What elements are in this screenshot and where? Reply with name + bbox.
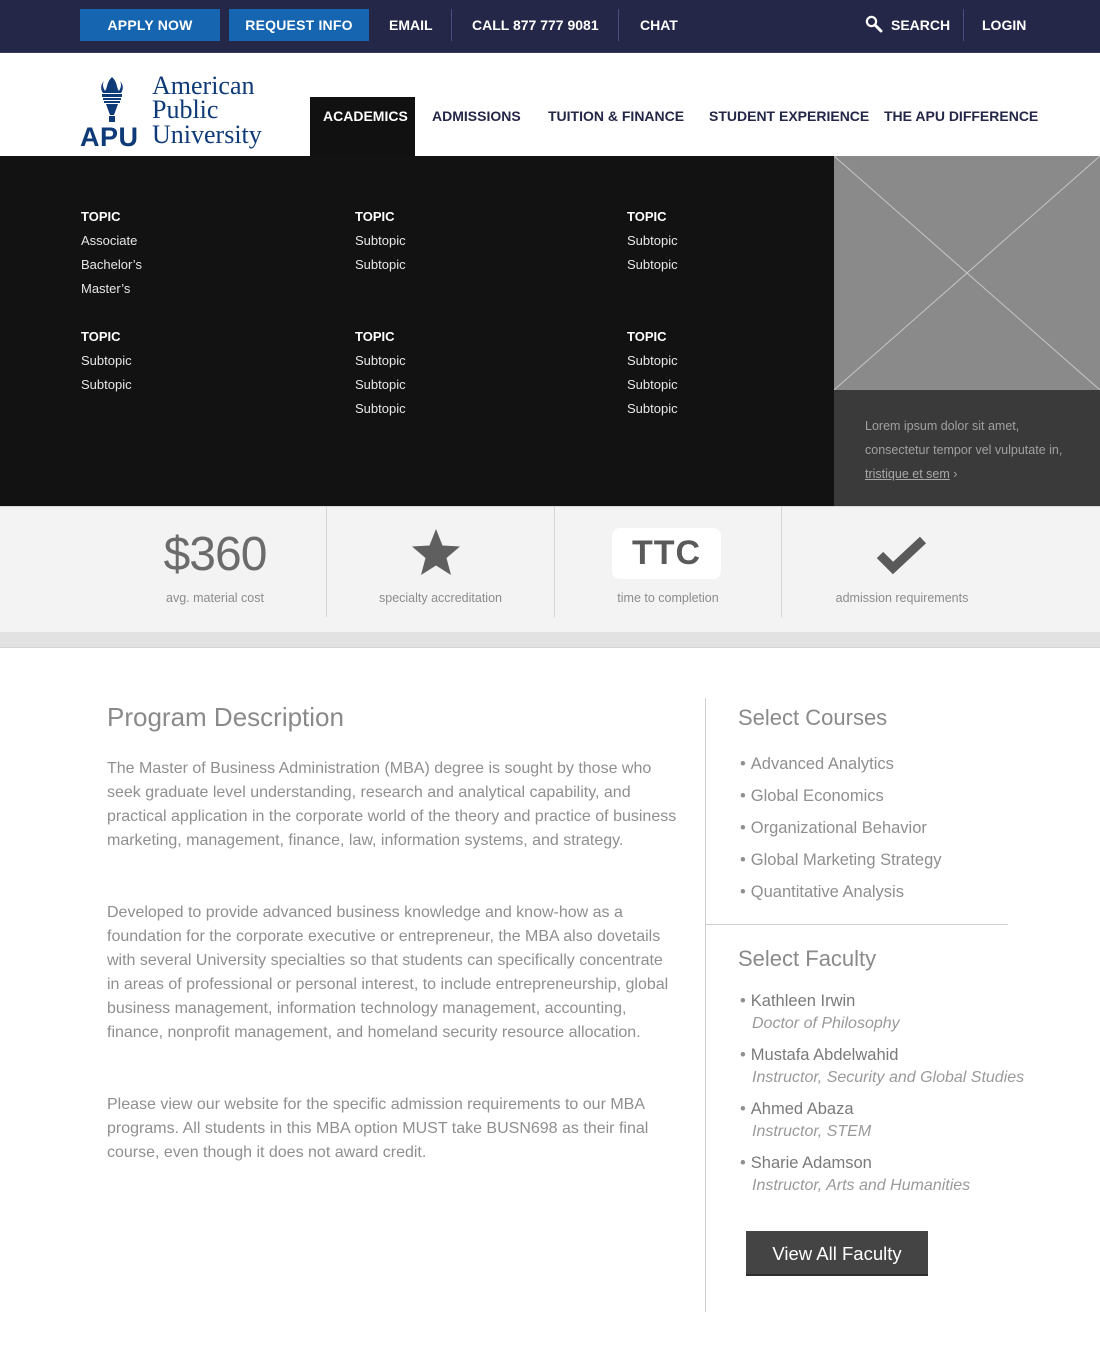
menu-subtopic[interactable]: Subtopic [81,377,132,392]
course-item[interactable]: • Quantitative Analysis [740,883,904,901]
promo-text [834,390,1100,506]
site-header [0,53,1100,156]
faculty-name-label: Mustafa Abdelwahid [750,1046,899,1064]
faculty-name-label: Sharie Adamson [750,1154,872,1172]
program-stats [0,506,1100,632]
menu-group [627,325,678,421]
divider [963,9,964,41]
section-divider [706,924,1008,925]
menu-topic[interactable]: TOPIC [627,329,667,344]
nav-tuition-finance[interactable]: TUITION & FINANCE [548,108,685,124]
faculty-role: Doctor of Philosophy [752,1015,900,1032]
promo-body: Lorem ipsum dolor sit amet, consectetur tempor vel vulputate in, [865,419,1063,457]
apply-now-button[interactable]: APPLY NOW [80,9,220,41]
menu-subtopic[interactable]: Bachelor’s [81,257,142,272]
login-link[interactable]: LOGIN [982,17,1027,33]
image-placeholder-icon [834,156,1100,390]
faculty-name[interactable]: • Kathleen Irwin [740,992,856,1010]
program-paragraph: Please view our website for the specific admission requirements to our MBA programs. All students in this MBA option MUST take BUSN698 as their final course, even though it does not award credit. [107,1096,649,1161]
ttc-badge: TTC [612,528,721,579]
faculty-role: Instructor, STEM [752,1123,872,1140]
menu-topic[interactable]: TOPIC [355,329,395,344]
menu-subtopic[interactable]: Subtopic [355,233,406,248]
faculty-name[interactable]: • Ahmed Abaza [740,1100,854,1118]
search-icon [865,15,883,33]
logo-line-3: University [152,120,262,149]
select-courses-title: Select Courses [738,705,888,730]
course-item[interactable]: • Advanced Analytics [740,755,894,773]
faculty-role: Instructor, Arts and Humanities [752,1177,971,1194]
menu-group [81,325,132,397]
menu-subtopic[interactable]: Subtopic [81,353,132,368]
menu-group [355,205,406,277]
torch-icon [96,75,128,123]
promo-link[interactable]: tristique et sem [865,467,950,481]
menu-subtopic[interactable]: Subtopic [627,257,678,272]
logo-abbr: APU [80,122,139,152]
menu-subtopic[interactable]: Associate [81,233,138,248]
faculty-name-label: Kathleen Irwin [750,992,856,1010]
email-link[interactable]: EMAIL [389,17,433,33]
call-link[interactable]: CALL 877 777 9081 [472,17,599,33]
stat-accreditation[interactable] [327,507,554,617]
course-item[interactable]: • Global Economics [740,787,884,805]
menu-subtopic[interactable]: Subtopic [627,353,678,368]
material-cost-label: avg. material cost [166,591,264,605]
menu-subtopic[interactable]: Subtopic [355,257,406,272]
view-all-faculty-button[interactable]: View All Faculty [746,1231,928,1276]
accreditation-label: specialty accreditation [379,591,502,605]
nav-academics[interactable]: ACADEMICS [310,97,415,156]
menu-group [627,205,678,277]
promo-arrow: › [953,467,958,481]
faculty-name-label: Ahmed Abaza [750,1100,854,1118]
menu-topic[interactable]: TOPIC [81,209,121,224]
menu-group [355,325,406,421]
menu-subtopic[interactable]: Subtopic [355,401,406,416]
menu-subtopic[interactable]: Subtopic [355,377,406,392]
course-item[interactable]: • Organizational Behavior [740,819,927,837]
star-icon [410,527,462,577]
material-cost-value: $360 [163,528,267,581]
course-label: Global Economics [750,787,884,805]
logo-line-1: American [152,71,255,100]
mega-menu [0,156,834,506]
menu-subtopic[interactable]: Subtopic [627,377,678,392]
stat-admission-requirements[interactable] [782,507,1022,617]
logo-line-2: Public [152,95,219,124]
column-divider [705,698,706,1312]
divider [451,9,452,41]
ttc-label: time to completion [617,591,719,605]
checkmark-icon [876,535,928,575]
request-info-button[interactable]: REQUEST INFO [229,9,369,41]
stat-time-to-completion[interactable] [555,507,781,617]
menu-subtopic[interactable]: Master’s [81,281,131,296]
course-item[interactable]: • Global Marketing Strategy [740,851,942,869]
faculty-role: Instructor, Security and Global Studies [752,1069,1025,1086]
nav-student-experience[interactable]: STUDENT EXPERIENCE [709,108,870,124]
search-link[interactable] [865,0,950,50]
menu-subtopic[interactable]: Subtopic [355,353,406,368]
course-label: Global Marketing Strategy [750,851,942,869]
course-label: Quantitative Analysis [750,883,904,901]
menu-subtopic[interactable]: Subtopic [627,401,678,416]
divider [618,9,619,41]
admission-requirements-label: admission requirements [835,591,969,605]
stats-footer-band [0,632,1100,648]
search-label: SEARCH [891,17,951,33]
program-description-title: Program Description [107,702,344,732]
menu-topic[interactable]: TOPIC [627,209,667,224]
menu-topic[interactable]: TOPIC [355,209,395,224]
nav-apu-difference[interactable]: THE APU DIFFERENCE [884,108,1039,124]
promo-image-placeholder[interactable] [834,156,1100,390]
program-paragraph: The Master of Business Administration (MBA) degree is sought by those who seek graduate level understanding, research and analytical capability, and practical application in the corporate world of the theory and practice of business marketing, management, finance, law, information systems, and strategy. [107,760,677,849]
course-label: Organizational Behavior [750,819,927,837]
course-label: Advanced Analytics [750,755,894,773]
utility-bar [0,0,1100,53]
menu-subtopic[interactable]: Subtopic [627,233,678,248]
apu-logo[interactable] [80,73,270,153]
chat-link[interactable]: CHAT [640,17,678,33]
program-paragraph: Developed to provide advanced business knowledge and know-how as a foundation for the corporate executive or entrepreneur, the MBA also dovetails with several University specialties so that students can specifically concentrate in areas of professional or personal interest, to include entrepreneurship, global business management, information technology management, accounting, finance, nonprofit management, and homeland security resource allocation. [107,904,669,1041]
select-faculty-title: Select Faculty [738,946,877,971]
menu-topic[interactable]: TOPIC [81,329,121,344]
nav-admissions[interactable]: ADMISSIONS [432,108,521,124]
menu-group [81,205,142,301]
faculty-name[interactable]: • Sharie Adamson [740,1154,872,1172]
stat-material-cost [104,507,326,617]
faculty-name[interactable]: • Mustafa Abdelwahid [740,1046,899,1064]
